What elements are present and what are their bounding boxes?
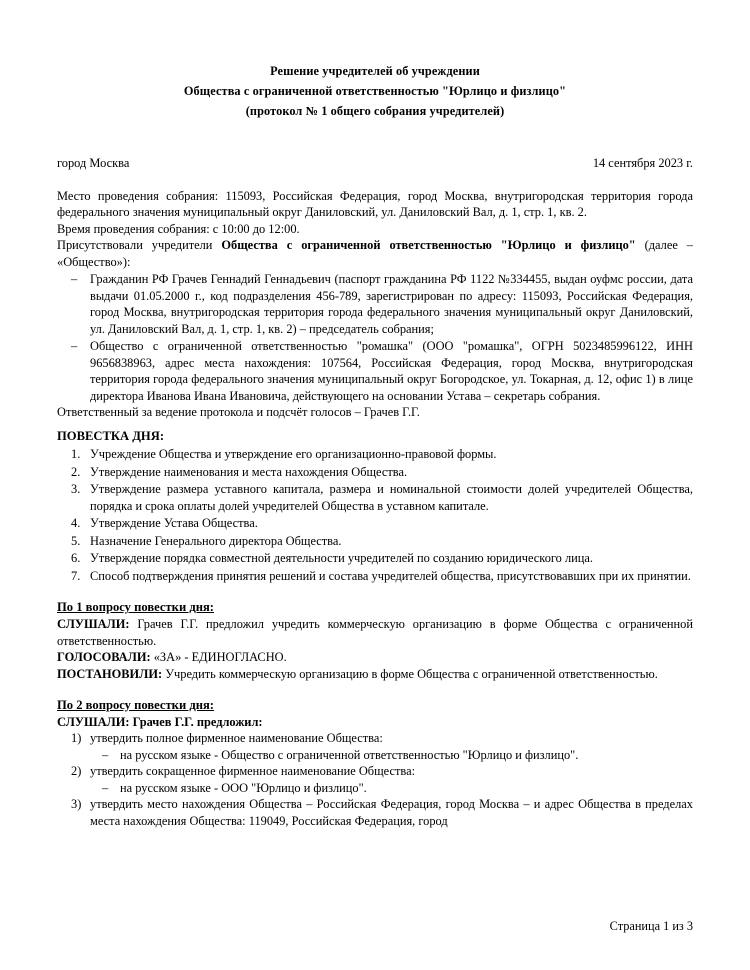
attendees-intro-part1: Присутствовали учредители xyxy=(57,238,222,253)
document-title xyxy=(57,62,693,122)
question-2-heading: По 2 вопросу повестки дня: xyxy=(57,698,214,713)
attendees-intro-part2: (далее – «Общество»): xyxy=(57,238,693,269)
founders-list xyxy=(57,271,693,404)
responsible-line: Ответственный за ведение протокола и подсчёт голосов – Грачев Г.Г. xyxy=(57,405,420,420)
date-label: 14 сентября 2023 г. xyxy=(592,155,693,170)
attendees-company-name: Общества с ограниченной ответственностью "Юрлицо и физлицо" xyxy=(221,238,636,253)
agenda-title: ПОВЕСТКА ДНЯ: xyxy=(57,428,165,443)
listened-text: Грачев Г.Г. предложил учредить коммерческую организацию в форме Общества с ограниченной ответственностью. xyxy=(57,617,693,648)
title-line-2: Общества с ограниченной ответственностью "Юрлицо и физлицо" xyxy=(183,83,567,98)
list-item: Способ подтверждения принятия решений и состава учредителей общества, присутствовавших при их принятии. xyxy=(90,568,691,583)
question-1-heading: По 1 вопросу повестки дня: xyxy=(57,600,214,615)
city-label: город Москва xyxy=(57,155,130,170)
proposal-text: утвердить полное фирменное наименование Общества: xyxy=(90,731,383,746)
time-paragraph: Время проведения собрания: с 10:00 до 12:00. xyxy=(57,221,300,236)
list-item: Утверждение наименования и места нахождения Общества. xyxy=(90,464,408,479)
proposal-subitem: – на русском языке - Общество с ограниченной ответственностью "Юрлицо и физлицо". xyxy=(90,747,693,764)
list-item: – Гражданин РФ Грачев Геннадий Геннадьевич (паспорт гражданина РФ 1122 №334455, выдан оуфмс россии, дата выдачи 01.05.2000 г., код подразделения 456-789, зарегистрирован по адресу: 115093, Российская Федерация, город Москва, внутригородская территория города федерального значения муниципальный округ Даниловский, ул. Даниловский Вал, д. 1, стр. 1, кв. 2) – председатель собрания; xyxy=(57,271,693,337)
decided-text: Учредить коммерческую организацию в форме Общества с ограниченной ответственностью. xyxy=(162,666,658,681)
title-line-3: (протокол № 1 общего собрания учредителей) xyxy=(245,103,505,118)
attendees-intro xyxy=(57,237,693,270)
question-2-listened: СЛУШАЛИ: Грачев Г.Г. предложил: xyxy=(57,714,263,729)
question-1-decided xyxy=(57,666,693,683)
voted-text: «ЗА» - ЕДИНОГЛАСНО. xyxy=(150,650,287,665)
list-item xyxy=(57,763,693,796)
question-2-proposals xyxy=(57,730,693,829)
decided-label: ПОСТАНОВИЛИ: xyxy=(57,666,163,681)
question-1-voted xyxy=(57,649,693,666)
list-item: Утверждение порядка совместной деятельности учредителей по созданию юридического лица. xyxy=(90,551,593,566)
voted-label: ГОЛОСОВАЛИ: xyxy=(57,650,151,665)
page-footer: Страница 1 из 3 xyxy=(609,919,693,933)
list-item: Утверждение Устава Общества. xyxy=(90,516,258,531)
document-body xyxy=(57,188,693,830)
listened-label: СЛУШАЛИ: xyxy=(57,617,130,632)
list-item: Назначение Генерального директора Общества. xyxy=(90,533,342,548)
list-item: – Общество с ограниченной ответственностью "ромашка" (ООО "ромашка", ОГРН 5023485996122, ИНН 9656838963, адрес места нахождения: 107564, Российская Федерация, город Москва, внутригородская территория города федерального значения муниципальный округ Богородское, ул. Токарная, д. 12, офис 1) в лице директора Иванова Ивана Ивановича, действующего на основании Устава – секретарь собрания. xyxy=(57,338,693,404)
list-item: Утверждение размера уставного капитала, размера и номинальной стоимости долей учредителей Общества, порядка и срока оплаты долей учредителей Общества в уставном капитале. xyxy=(90,482,693,513)
proposal-subitem: – на русском языке - ООО "Юрлицо и физлицо". xyxy=(90,780,693,797)
list-item xyxy=(57,796,693,829)
list-item: Учреждение Общества и утверждение его организационно-правовой формы. xyxy=(90,447,497,462)
question-1-listened xyxy=(57,616,693,649)
agenda-list xyxy=(57,446,693,584)
title-line-1: Решение учредителей об учреждении xyxy=(270,64,480,78)
meta-row xyxy=(57,156,693,171)
list-item xyxy=(57,730,693,763)
proposal-text: утвердить сокращенное фирменное наименование Общества: xyxy=(90,764,416,779)
place-paragraph: Место проведения собрания: 115093, Российская Федерация, город Москва, внутригородская территория города федерального значения муниципальный округ Даниловский, ул. Даниловский Вал, д. 1, стр. 1, кв. 2. xyxy=(57,188,693,220)
proposal-text: утвердить место нахождения Общества – Российская Федерация, город Москва – и адрес Общества в пределах места нахождения Общества: 119049, Российская Федерация, город xyxy=(90,797,693,828)
